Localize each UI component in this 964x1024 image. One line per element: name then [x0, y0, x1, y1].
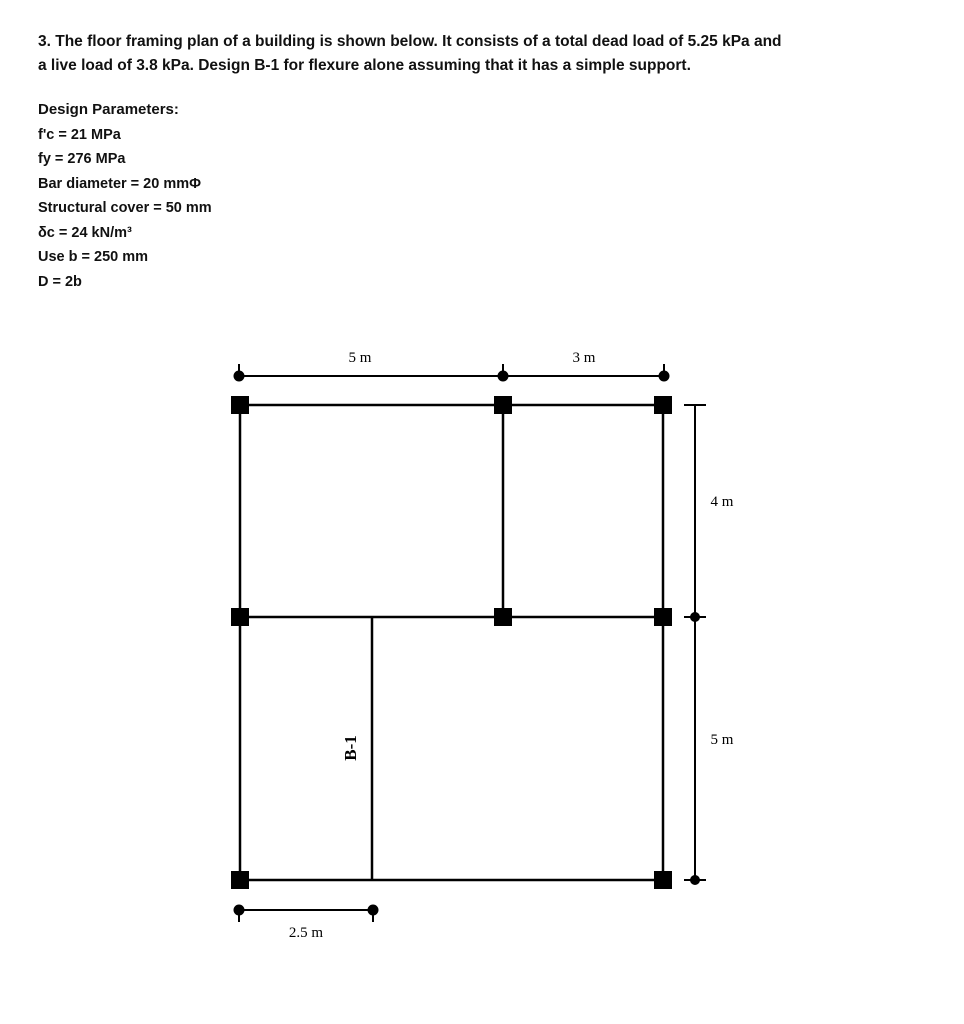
param-concrete-unit-weight: δc = 24 kN/m³ [38, 224, 132, 241]
param-structural-cover: Structural cover = 50 mm [38, 200, 212, 216]
param-beam-width: Use b = 250 mm [38, 249, 149, 265]
param-bar-diameter: Bar diameter = 20 mmΦ [38, 175, 202, 192]
dim-label-3m-top: 3 m [572, 350, 596, 366]
dim-line-bottom [235, 906, 378, 923]
beam-label-b1: B-1 [341, 735, 360, 761]
column-c1 [654, 396, 672, 414]
column-c3 [654, 871, 672, 889]
problem-line-1: 3. The floor framing plan of a building is shown below. It consists of a total dead load of 5.25 kPa and [38, 33, 782, 50]
dim-line-top [235, 364, 669, 381]
column-a1 [231, 396, 249, 414]
column-a2 [231, 608, 249, 626]
column-c2 [654, 608, 672, 626]
dim-label-4m-right: 4 m [710, 494, 734, 510]
column-a3 [231, 871, 249, 889]
problem-line-2: a live load of 3.8 kPa. Design B-1 for flexure alone assuming that it has a simple support. [38, 57, 691, 74]
dim-line-right [684, 405, 706, 884]
dim-label-5m-top: 5 m [348, 350, 372, 366]
dim-label-5m-right: 5 m [710, 732, 734, 748]
param-beam-depth: D = 2b [38, 273, 82, 290]
column-b1 [494, 396, 512, 414]
design-parameters-heading: Design Parameters: [38, 101, 179, 118]
param-fy: fy = 276 MPa [38, 151, 126, 167]
param-fc: f'c = 21 MPa [38, 126, 121, 143]
column-b2 [494, 608, 512, 626]
dim-label-2-5m-bottom: 2.5 m [288, 925, 324, 941]
columns [231, 396, 672, 889]
framing-lines [240, 405, 663, 880]
